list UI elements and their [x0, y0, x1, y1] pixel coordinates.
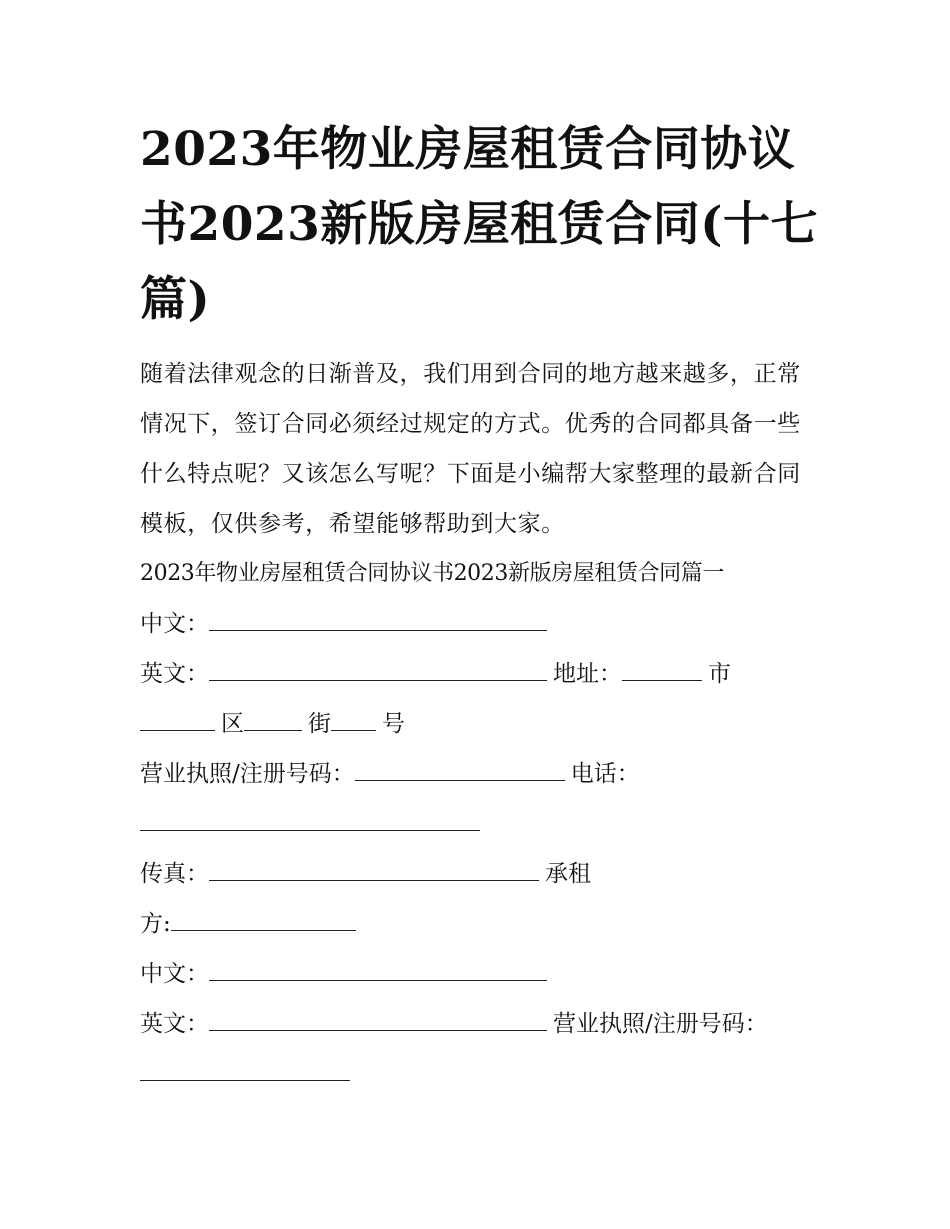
license-label-2: 营业执照/注册号码：: [553, 1011, 768, 1037]
english-name-blank-2[interactable]: [209, 1008, 547, 1031]
lessee-english-license-row: [140, 999, 820, 1049]
intro-paragraph: 随着法律观念的日渐普及，我们用到合同的地方越来越多，正常情况下，签订合同必须经过规定的方式。优秀的合同都具备一些什么特点呢？又该怎么写呢？下面是小编帮大家整理的最新合同模板，仅供参考，希望能够帮助到大家。: [140, 361, 801, 537]
lessee-label-part2: 方:: [140, 911, 171, 937]
number-blank[interactable]: [331, 708, 376, 731]
document-title: 2023年物业房屋租赁合同协议书2023新版房屋租赁合同(十七篇): [140, 122, 819, 327]
street-label: 街: [308, 711, 331, 737]
district-blank[interactable]: [140, 708, 215, 731]
chinese-name-blank-2[interactable]: [209, 958, 547, 981]
chinese-name-blank[interactable]: [209, 608, 547, 631]
number-label: 号: [382, 711, 405, 737]
fax-label: 传真：: [140, 861, 209, 887]
section-heading: 2023年物业房屋租赁合同协议书2023新版房屋租赁合同篇一: [140, 561, 724, 586]
license-blank-row-2: [140, 1049, 820, 1099]
license-label: 营业执照/注册号码：: [140, 761, 355, 787]
phone-blank-row: [140, 799, 820, 849]
license-phone-row: [140, 749, 820, 799]
city-label: 市: [708, 661, 731, 687]
document-page: [140, 112, 820, 1099]
fax-lessee-row: [140, 849, 820, 899]
english-name-label: 英文：: [140, 661, 209, 687]
landlord-chinese-name-row: [140, 599, 820, 649]
english-name-blank[interactable]: [209, 658, 547, 681]
landlord-english-address-row: [140, 649, 820, 699]
city-blank[interactable]: [622, 658, 702, 681]
phone-label: 电话：: [570, 761, 640, 787]
address-detail-row: [140, 699, 820, 749]
fax-blank[interactable]: [209, 858, 539, 881]
license-blank-2[interactable]: [140, 1058, 350, 1081]
lessee-blank[interactable]: [171, 908, 356, 931]
street-blank[interactable]: [244, 708, 302, 731]
address-label: 地址：: [553, 661, 622, 687]
lessee-chinese-name-row: [140, 949, 820, 999]
chinese-name-label-2: 中文：: [140, 961, 209, 987]
chinese-name-label: 中文：: [140, 611, 209, 637]
english-name-label-2: 英文：: [140, 1011, 209, 1037]
license-blank[interactable]: [355, 758, 565, 781]
phone-blank[interactable]: [140, 808, 480, 831]
lessee-row: [140, 899, 820, 949]
lessee-label-part1: 承租: [545, 861, 591, 887]
district-label: 区: [221, 711, 244, 737]
